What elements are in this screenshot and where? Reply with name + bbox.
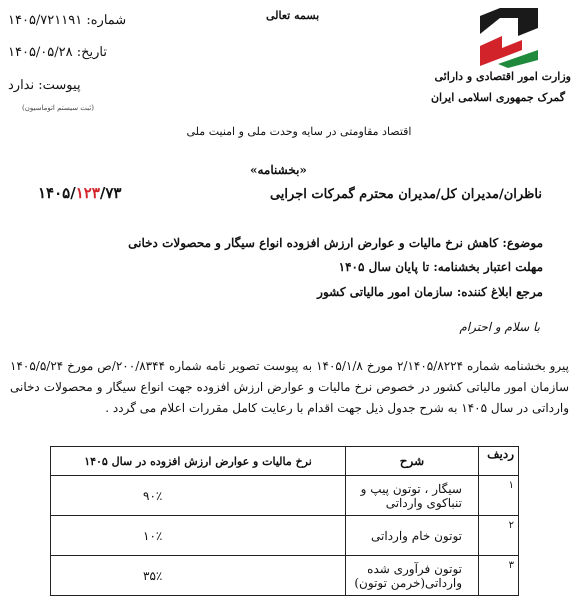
header-rate: نرخ مالیات و عوارض ارزش افزوده در سال ۱۴۰۵: [51, 447, 346, 476]
validity-line: [339, 260, 543, 274]
number-line: [8, 13, 133, 28]
row-rate: ۳۵٪: [51, 556, 346, 596]
rates-table: [50, 446, 519, 596]
validity-text: تا پایان سال ۱۴۰۵: [338, 260, 430, 274]
row-number: ۱: [479, 476, 519, 516]
row-rate: ۹۰٪: [51, 476, 346, 516]
subject-line: [128, 236, 543, 250]
body-paragraph: پیرو بخشنامه شماره ۲/۱۴۰۵/۸۲۲۴ مورخ ۱۴۰۵/۱/۸ به پیوست تصویر نامه شماره ۲۰۰/۸۳۴۴/ص مورخ ۱۴۰۵/۵/۲۴ سازمان امور مالیاتی کشور در خصوص نرخ مالیات و عوارض ارزش افزوده جهت انواع سیگار و محصولات دخانی وارداتی در سال ۱۴۰۵ به شرح جدول ذیل جهت اقدام با رعایت کامل مقررات اعلام می گردد .: [10, 359, 569, 415]
logo-dark-shape: [480, 8, 538, 36]
number-label: شماره:: [86, 13, 127, 28]
number-value: ۱۴۰۵/۷۲۱۱۹۱: [8, 13, 83, 28]
circular-number-sep2: /: [99, 184, 106, 202]
validity-label: مهلت اعتبار بخشنامه:: [433, 260, 543, 274]
table-row: [51, 476, 519, 516]
reference-text: سازمان امور مالیاتی کشور: [317, 285, 453, 299]
subject-text: کاهش نرخ مالیات و عوارض ارزش افزوده انواع سیگار و محصولات دخانی: [128, 236, 499, 250]
attachment-label: پیوست:: [38, 78, 81, 93]
greeting: با سلام و احترام: [459, 320, 540, 334]
addressee: ناظران/مدیران کل/مدیران محترم گمرکات اجرایی: [269, 187, 542, 202]
row-description: توتون خام وارداتی: [346, 516, 479, 556]
subject-label: موضوع:: [502, 236, 543, 250]
row-description: سیگار ، توتون پیپ و تنباکوی وارداتی: [346, 476, 479, 516]
org-line-1: وزارت امور اقتصادی و دارائی: [434, 70, 571, 83]
slogan: اقتصاد مقاومتی در سایه وحدت ملی و امنیت ملی: [186, 125, 412, 138]
customs-logo-icon: [478, 6, 540, 68]
header-description: شرح: [346, 447, 479, 476]
org-line-2: گمرک جمهوری اسلامی ایران: [430, 91, 565, 104]
header-row-number: ردیف: [479, 447, 519, 476]
circular-title: «بخشنامه»: [250, 163, 307, 177]
table-row: [51, 556, 519, 596]
attachment-line: [8, 78, 133, 93]
date-label: تاریخ:: [76, 45, 108, 60]
circular-number-mid: ۱۲۳: [75, 184, 100, 202]
date-line: [8, 45, 133, 60]
row-number: ۳: [479, 556, 519, 596]
table-header-row: [51, 447, 519, 476]
circular-number: [38, 184, 122, 202]
row-rate: ۱۰٪: [51, 516, 346, 556]
row-number: ۲: [479, 516, 519, 556]
basmala: بسمه تعالی: [266, 9, 320, 22]
reference-line: [317, 285, 543, 299]
reference-label: مرجع ابلاغ کننده:: [456, 285, 543, 299]
circular-number-year: ۱۴۰۵: [38, 184, 71, 202]
row-description: توتون فرآوری شده وارداتی(خرمن توتون): [346, 556, 479, 596]
circular-number-sep1: /: [70, 184, 76, 202]
circular-number-end: ۷۳: [105, 184, 122, 202]
date-value: ۱۴۰۵/۰۵/۲۸: [8, 45, 73, 60]
attachment-value: ندارد: [8, 78, 35, 93]
table-row: [51, 516, 519, 556]
system-note: (ثبت سیستم اتوماسیون): [22, 104, 94, 112]
